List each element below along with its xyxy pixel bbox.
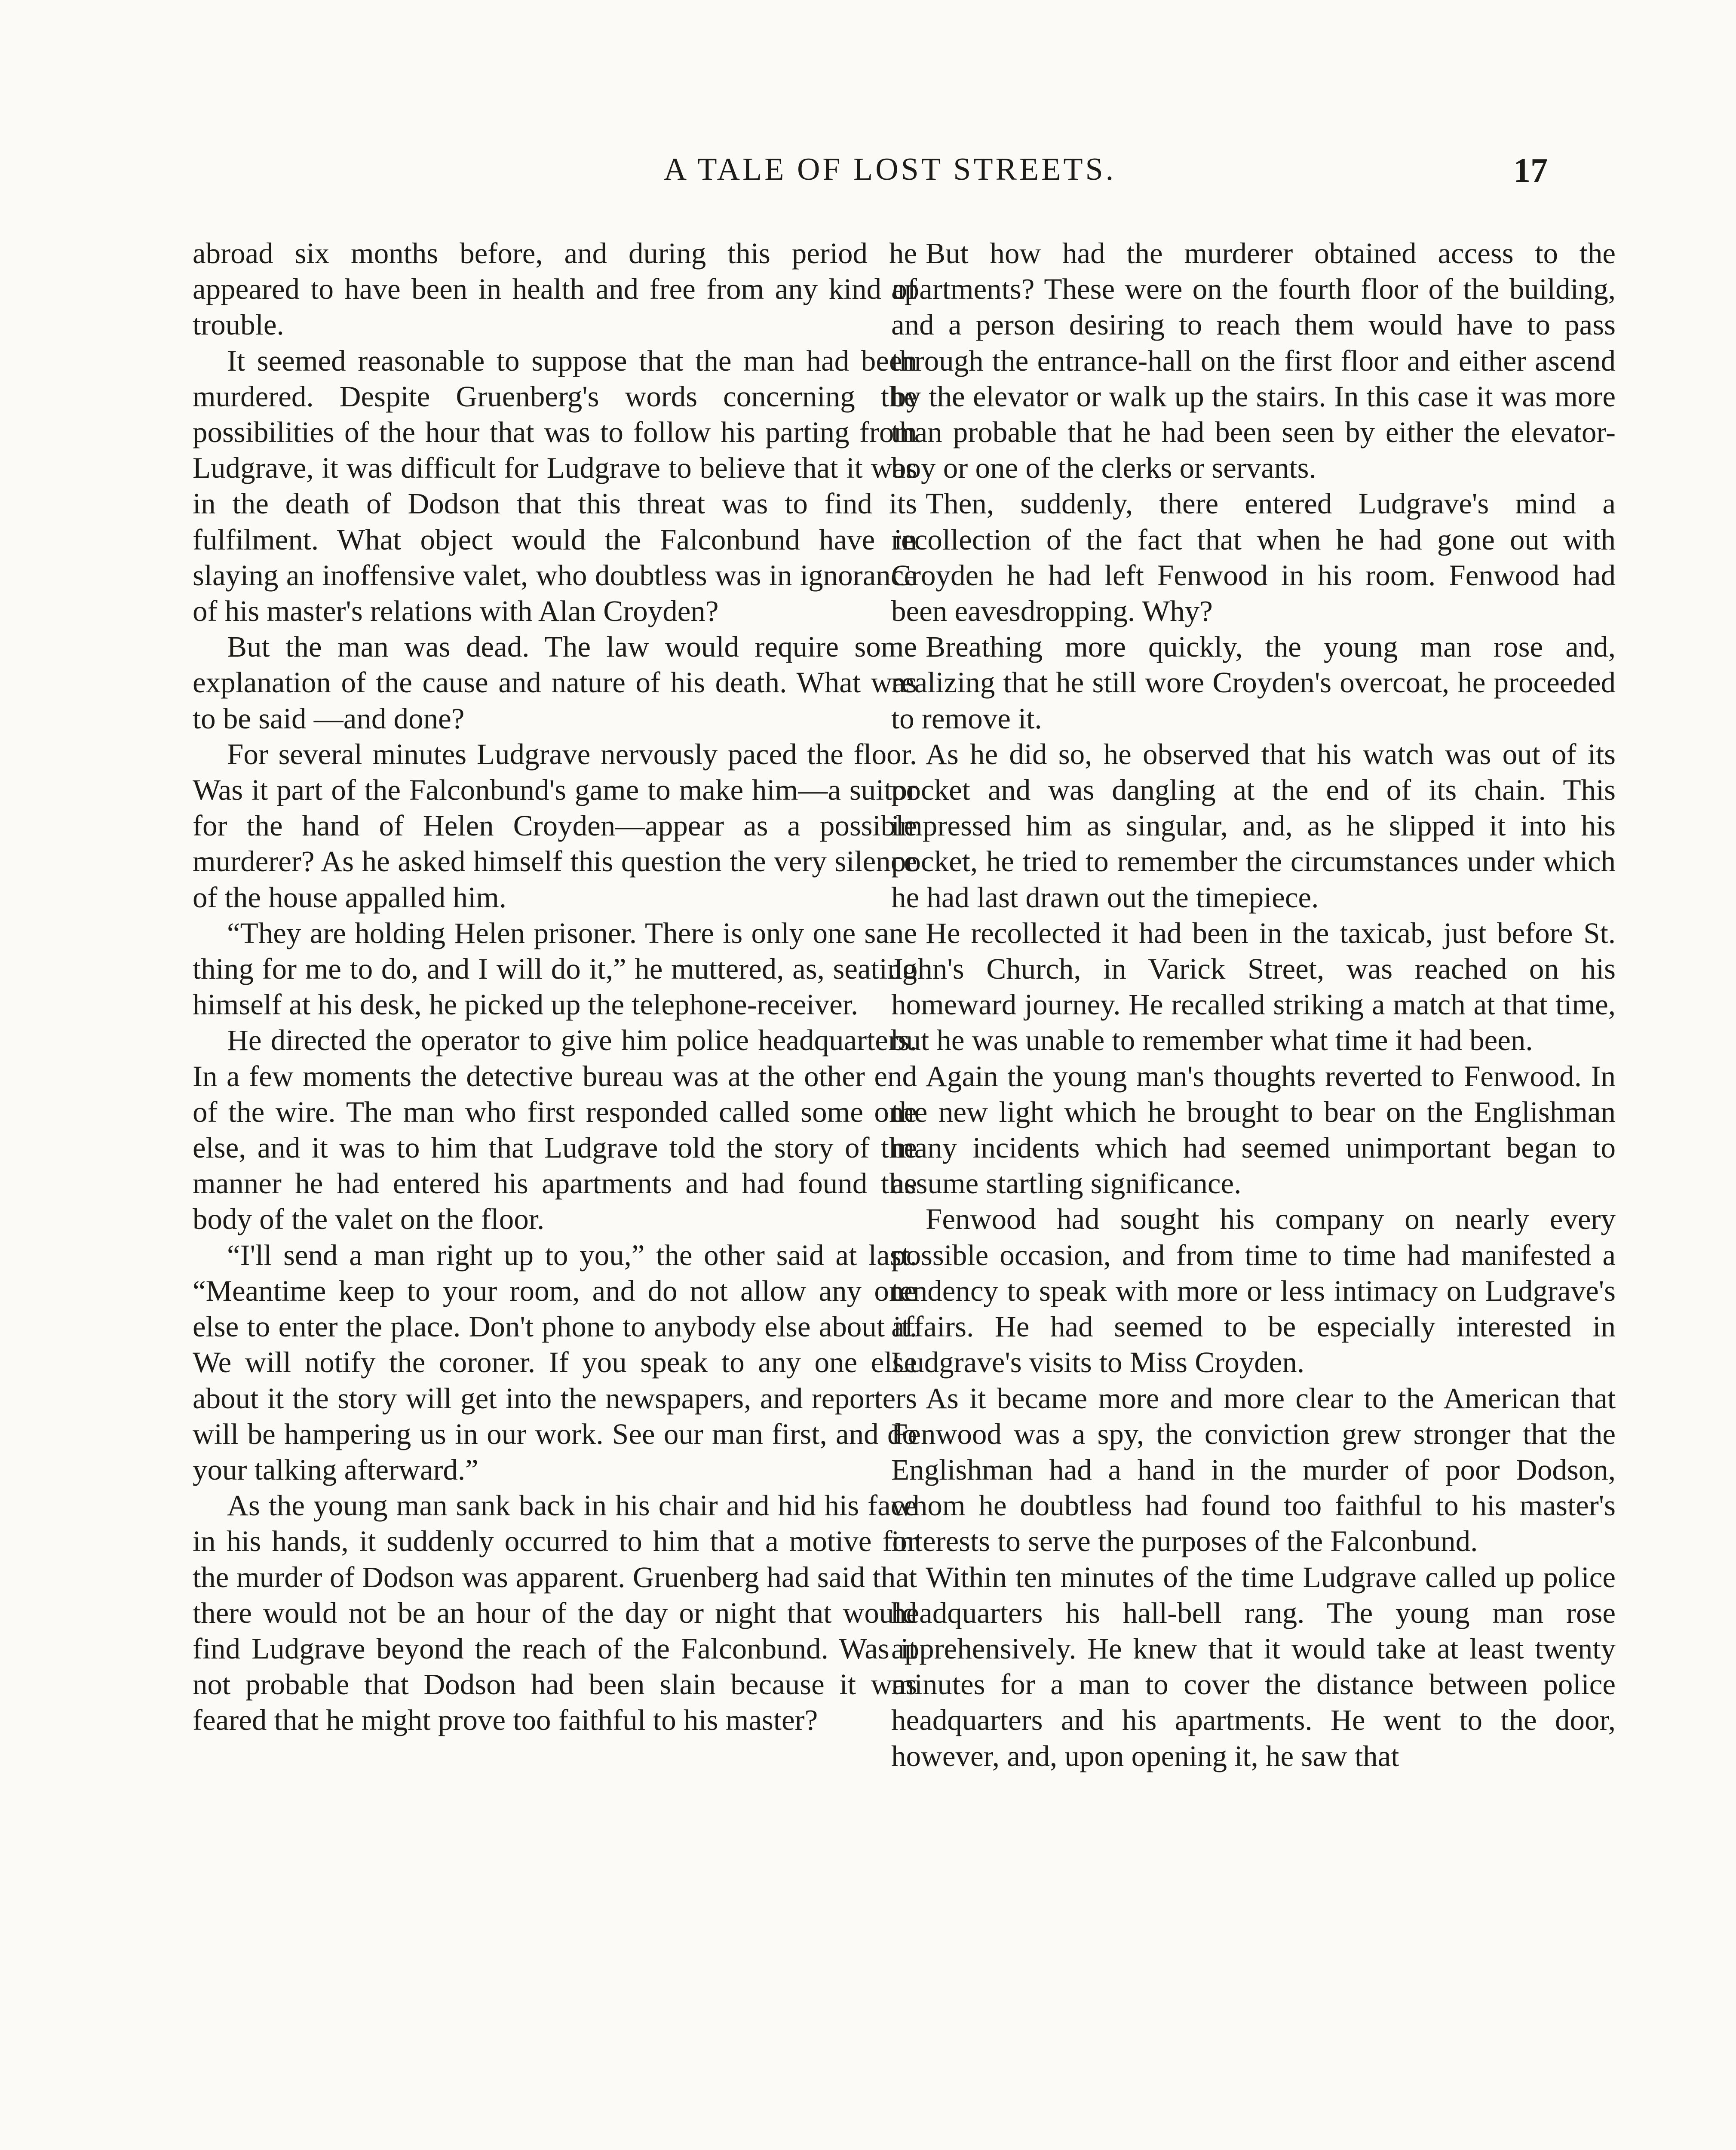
paragraph: Within ten minutes of the time Ludgrave called up police headquarters his hall-bell rang. The young man rose apprehensively. He knew that it would take at least twenty minutes for a man to cover the distance between police headquarters and his apartments. He went to the door, however, and, upon opening it, he saw that (891, 1560, 1616, 1772)
paragraph: He recollected it had been in the taxicab, just before St. John's Church, in Varick Street, was reached on his homeward journey. He recalled striking a match at that time, but he was unable to remember what time it had been. (891, 916, 1616, 1057)
left-column (193, 236, 917, 1738)
paragraph: “I'll send a man right up to you,” the other said at last. “Meantime keep to your room, and do not allow any one else to enter the place. Don't phone to anybody else about it. We will notify the coroner. If you speak to any one else about it the story will get into the newspapers, and reporters will be hampering us in our work. See our man first, and do your talking afterward.” (193, 1238, 917, 1486)
paragraph: He directed the operator to give him police headquarters. In a few moments the detective bureau was at the other end of the wire. The man who first responded called some one else, and it was to him that Ludgrave told the story of the manner he had entered his apartments and had found the body of the valet on the floor. (193, 1024, 917, 1236)
paragraph: As he did so, he observed that his watch was out of its pocket and was dangling at the end of its chain. This impressed him as singular, and, as he slipped it into his pocket, he tried to remember the circumstances under which he had last drawn out the timepiece. (891, 737, 1616, 914)
right-column (891, 236, 1616, 1774)
page-number: 17 (1513, 152, 1548, 190)
paragraph: For several minutes Ludgrave nervously paced the floor. Was it part of the Falconbund's game to make him—a suitor for the hand of Helen Croyden—appear as a possible murderer? As he asked himself this question the very silence of the house appalled him. (193, 737, 917, 914)
paragraph: “They are holding Helen prisoner. There is only one sane thing for me to do, and I will do it,” he muttered, as, seating himself at his desk, he picked up the telephone-receiver. (193, 916, 917, 1021)
paragraph: But the man was dead. The law would require some explanation of the cause and nature of his death. What was to be said —and done? (193, 630, 917, 735)
paragraph: As the young man sank back in his chair and hid his face in his hands, it suddenly occurred to him that a motive for the murder of Dodson was apparent. Gruenberg had said that there would not be an hour of the day or night that would find Ludgrave beyond the reach of the Falconbund. Was it not probable that Dodson had been slain because it was feared that he might prove too faithful to his master? (193, 1489, 917, 1737)
paragraph: Again the young man's thoughts reverted to Fenwood. In the new light which he brought to bear on the Englishman many incidents which had seemed unimportant began to assume startling significance. (891, 1060, 1616, 1200)
paragraph: Then, suddenly, there entered Ludgrave's mind a recollection of the fact that when he had gone out with Croyden he had left Fenwood in his room. Fenwood had been eavesdropping. Why? (891, 487, 1616, 628)
paragraph: But how had the murderer obtained access to the apartments? These were on the fourth floor of the building, and a person desiring to reach them would have to pass through the entrance-hall on the first floor and either ascend by the elevator or walk up the stairs. In this case it was more than probable that he had been seen by either the elevator-boy or one of the clerks or servants. (891, 237, 1616, 485)
paragraph: Breathing more quickly, the young man rose and, realizing that he still wore Croyden's overcoat, he proceeded to remove it. (891, 630, 1616, 735)
paragraph: abroad six months before, and during this period he appeared to have been in health and free from any kind of trouble. (193, 237, 917, 341)
paragraph: It seemed reasonable to suppose that the man had been murdered. Despite Gruenberg's words concerning the possibilities of the hour that was to follow his parting from Ludgrave, it was difficult for Ludgrave to believe that it was in the death of Dodson that this threat was to find its fulfilment. What object would the Falconbund have in slaying an inoffensive valet, who doubtless was in ignorance of his master's relations with Alan Croyden? (193, 344, 917, 628)
paragraph: As it became more and more clear to the American that Fenwood was a spy, the conviction grew stronger that the Englishman had a hand in the murder of poor Dodson, whom he doubtless had found too faithful to his master's interests to serve the purposes of the Falconbund. (891, 1382, 1616, 1558)
paragraph: Fenwood had sought his company on nearly every possible occasion, and from time to time had manifested a tendency to speak with more or less intimacy on Ludgrave's affairs. He had seemed to be especially interested in Ludgrave's visits to Miss Croyden. (891, 1203, 1616, 1379)
running-title: A TALE OF LOST STREETS. (663, 152, 1116, 187)
